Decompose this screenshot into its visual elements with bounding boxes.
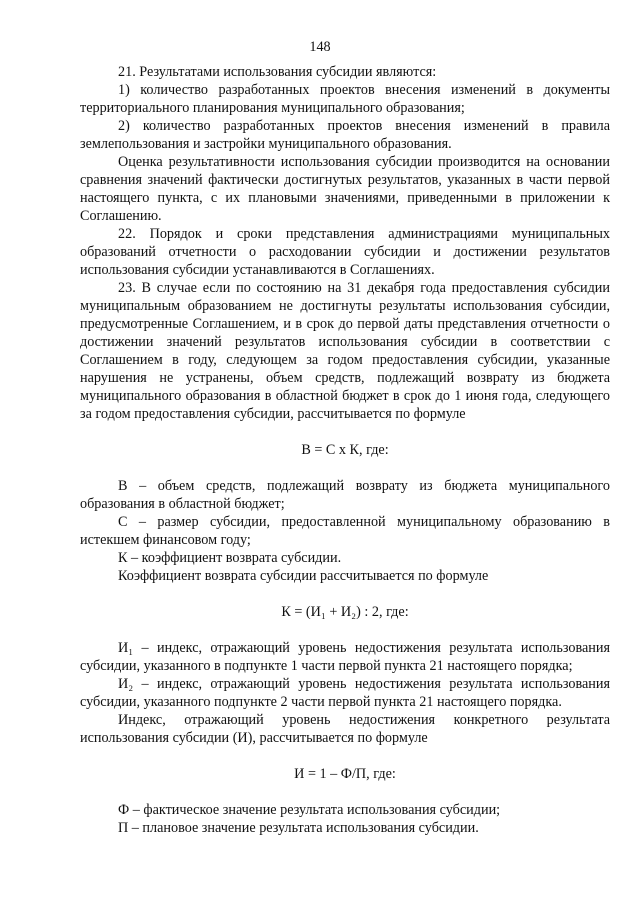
definition-f: Ф – фактическое значение результата использования субсидии; [118, 802, 501, 818]
definition-c: С – размер субсидии, предоставленной муниципальному образованию в истекшем финансовом году; [80, 514, 610, 548]
paragraph-index-calc: Индекс, отражающий уровень недостижения конкретного результата использования субсидии (И), рассчитывается по формуле [80, 712, 610, 746]
definition-p: П – плановое значение результата использования субсидии. [118, 820, 479, 836]
spacer [80, 585, 610, 603]
definition-b: В – объем средств, подлежащий возврату из бюджета муниципального образования в областной бюджет; [80, 478, 610, 512]
spacer [80, 747, 610, 765]
paragraph-23: 23. В случае если по состоянию на 31 декабря года предоставления субсидии муниципальным образованием не достигнуты результаты использования субсидии, предусмотренные Соглашением, и в срок до первой даты представления отчетности о достижении значений результатов использования субсидии в соответствии с Соглашением в году, следующем за годом предоставления субсидии, указанные нарушения не устранены, объем средств, подлежащий возврату из бюджета муниципального образования в областной бюджет в срок до 1 июня года, следующего за годом предоставления субсидии, рассчитывается по формуле [80, 280, 610, 422]
paragraph-coefficient-calc: Коэффициент возврата субсидии рассчитывается по формуле [118, 568, 489, 584]
paragraph-22: 22. Порядок и сроки представления администрациями муниципальных образований отчетности о расходовании субсидии и достижении результатов использования субсидии устанавливаются в Соглашениях. [80, 226, 610, 278]
spacer [80, 459, 610, 477]
document-body [80, 63, 610, 837]
definition-k: К – коэффициент возврата субсидии. [118, 550, 342, 566]
paragraph-21: 21. Результатами использования субсидии являются: [118, 64, 437, 80]
formula-index: И = 1 – Ф/П, где: [294, 766, 396, 782]
definition-i2: И₂ – индекс, отражающий уровень недостижения результата использования субсидии, указанного подпункте 2 части первой пункта 21 настоящего порядка. [80, 676, 610, 710]
definition-i1: И₁ – индекс, отражающий уровень недостижения результата использования субсидии, указанного в подпункте 1 части первой пункта 21 настоящего порядка; [80, 640, 610, 674]
paragraph-21-item-1: 1) количество разработанных проектов внесения изменений в документы территориального планирования муниципального образования; [80, 82, 610, 116]
spacer [80, 783, 610, 801]
paragraph-21-item-2: 2) количество разработанных проектов внесения изменений в правила землепользования и застройки муниципального образования. [80, 118, 610, 152]
spacer [80, 621, 610, 639]
paragraph-evaluation: Оценка результативности использования субсидии производится на основании сравнения значений фактически достигнутых результатов, указанных в части первой настоящего пункта, с их плановыми значениями, приведенными в приложении к Соглашению. [80, 154, 610, 224]
formula-coefficient: К = (И₁ + И₂) : 2, где: [281, 604, 409, 620]
spacer [80, 423, 610, 441]
page-number: 148 [309, 39, 331, 55]
formula-return-amount: В = С х К, где: [301, 442, 389, 458]
